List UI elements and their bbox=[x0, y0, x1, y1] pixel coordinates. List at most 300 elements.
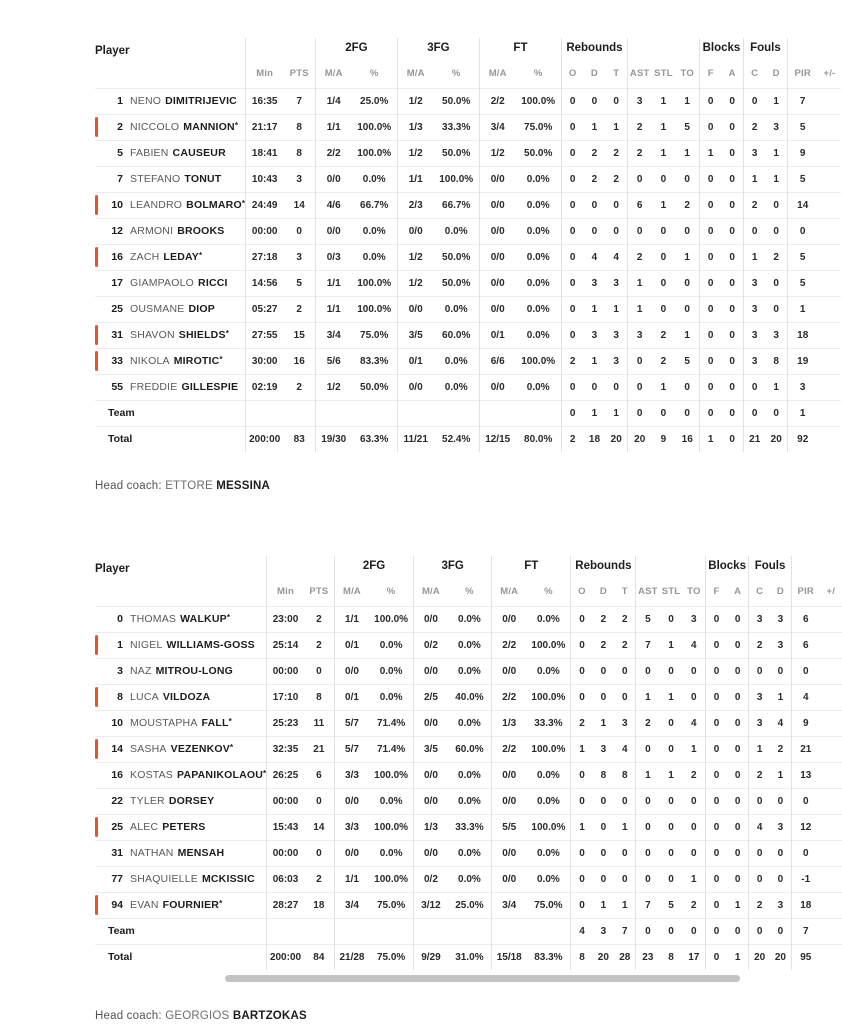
stat-cell: 0/0 bbox=[492, 788, 527, 814]
stat-cell: 11 bbox=[313, 717, 325, 729]
column-group-header bbox=[791, 556, 842, 576]
stat-cell bbox=[334, 918, 369, 944]
stat-cell: 0/0 bbox=[492, 606, 527, 632]
starter-star: * bbox=[199, 251, 203, 260]
stat-cell: 3 bbox=[749, 606, 770, 632]
stat-cell: 7 bbox=[787, 88, 817, 114]
stat-cell: 0 bbox=[699, 296, 721, 322]
stat-cell: 0 bbox=[743, 400, 765, 426]
stat-cell: 10:43 bbox=[245, 166, 283, 192]
stat-cell: 1 bbox=[613, 303, 619, 315]
stat-cell: 0 bbox=[729, 355, 735, 367]
stat-cell: 2 bbox=[749, 632, 770, 658]
stat-cell: 83.3% bbox=[534, 951, 563, 963]
player-first-name: ZACH bbox=[130, 251, 160, 263]
player-row bbox=[95, 866, 842, 892]
stat-cell-plusminus bbox=[817, 166, 841, 192]
player-row bbox=[95, 762, 842, 788]
stat-cell: 0/0 bbox=[479, 374, 515, 400]
stat-cell: 0 bbox=[705, 918, 727, 944]
stat-cell: 0 bbox=[734, 717, 741, 729]
player-cell bbox=[95, 736, 267, 762]
player-number: 16 bbox=[111, 251, 123, 263]
stat-cell: 0 bbox=[705, 736, 727, 762]
stat-cell: 2 bbox=[296, 303, 302, 315]
starter-star: * bbox=[228, 717, 232, 726]
stat-cell: 5 bbox=[684, 355, 690, 367]
stat-cell: 0 bbox=[734, 639, 741, 651]
stat-cell: 0 bbox=[621, 795, 628, 807]
stat-cell: 28:27 bbox=[267, 892, 304, 918]
stat-cell-plusminus bbox=[820, 944, 842, 970]
column-header: % bbox=[533, 67, 543, 79]
stat-cell: 100.0% bbox=[531, 639, 566, 651]
stat-cell: 0.0% bbox=[458, 639, 481, 651]
stat-cell: 0.0% bbox=[526, 225, 550, 237]
stat-cell: 50.0% bbox=[524, 147, 553, 159]
stat-cell: 0 bbox=[729, 173, 735, 185]
stat-cell: 1 bbox=[773, 381, 779, 393]
stat-cell: 75.0% bbox=[524, 121, 553, 133]
total-row-label: Total bbox=[108, 433, 133, 446]
column-header: Min bbox=[267, 576, 304, 606]
stat-cell: 5 bbox=[787, 270, 817, 296]
player-row bbox=[95, 892, 842, 918]
stat-cell: 75.0% bbox=[360, 329, 389, 341]
stat-cell: 1/3 bbox=[397, 114, 433, 140]
stat-cell: 2 bbox=[691, 899, 697, 911]
stat-cell: 31.0% bbox=[455, 951, 484, 963]
player-cell bbox=[95, 762, 267, 788]
stat-cell: 0 bbox=[705, 788, 727, 814]
stat-cell: 3 bbox=[777, 821, 784, 833]
player-first-name: NATHAN bbox=[130, 847, 174, 859]
box-score-table bbox=[95, 556, 842, 970]
column-header: A bbox=[734, 585, 742, 597]
stat-cell: 0 bbox=[636, 814, 660, 840]
stat-cell: 0/0 bbox=[397, 218, 433, 244]
player-number: 10 bbox=[111, 717, 123, 729]
player-number: 3 bbox=[117, 665, 123, 677]
stat-cell: 0 bbox=[684, 173, 690, 185]
stat-cell: 2 bbox=[627, 244, 651, 270]
stat-cell: 0 bbox=[561, 192, 583, 218]
stat-cell: 0 bbox=[668, 873, 674, 885]
stat-cell: 0.0% bbox=[526, 329, 550, 341]
stat-cell: 0/0 bbox=[479, 192, 515, 218]
stat-cell: 0 bbox=[571, 658, 593, 684]
stat-cell: 4 bbox=[621, 743, 628, 755]
stat-cell: 0 bbox=[561, 166, 583, 192]
stat-cell: 3/3 bbox=[334, 762, 369, 788]
stat-cell: 1 bbox=[621, 899, 628, 911]
player-first-name: LUCA bbox=[130, 691, 159, 703]
stat-cell-plusminus bbox=[817, 88, 841, 114]
player-cell bbox=[95, 140, 245, 166]
player-number: 94 bbox=[111, 899, 123, 911]
stat-cell bbox=[414, 918, 448, 944]
stat-cell: 0 bbox=[636, 658, 660, 684]
column-header: D bbox=[590, 67, 598, 79]
player-number: 77 bbox=[111, 873, 123, 885]
stat-cell: 3 bbox=[613, 329, 619, 341]
stat-cell: 2 bbox=[660, 355, 667, 367]
stat-cell: 14 bbox=[293, 199, 305, 211]
stat-cell: 0 bbox=[699, 192, 721, 218]
stat-cell: 0 bbox=[777, 665, 784, 677]
stat-cell: 0.0% bbox=[536, 873, 560, 885]
stat-cell: 0 bbox=[591, 199, 598, 211]
stat-cell: 3 bbox=[591, 277, 598, 289]
stat-cell: 0.0% bbox=[526, 199, 550, 211]
stat-cell: 0/0 bbox=[479, 270, 515, 296]
stat-cell: 3 bbox=[627, 322, 651, 348]
stat-cell: 0 bbox=[600, 847, 607, 859]
stat-cell: 1 bbox=[613, 407, 619, 419]
stat-cell: 71.4% bbox=[376, 717, 406, 729]
player-row bbox=[95, 840, 842, 866]
player-last-name: PAPANIKOLAOU bbox=[177, 769, 264, 781]
stat-cell bbox=[397, 400, 433, 426]
stat-cell: 13 bbox=[791, 762, 819, 788]
stat-cell: 100.0% bbox=[531, 691, 566, 703]
player-row bbox=[95, 166, 841, 192]
stat-cell: 4 bbox=[613, 251, 619, 263]
column-group-header bbox=[627, 38, 699, 58]
stat-cell: 0 bbox=[743, 218, 765, 244]
stat-cell bbox=[448, 918, 492, 944]
stat-cell: 21 bbox=[313, 743, 325, 755]
stat-cell: 0/0 bbox=[479, 166, 515, 192]
stat-cell: 50.0% bbox=[360, 381, 389, 393]
stat-cell: 0 bbox=[627, 218, 651, 244]
player-column-header: Player bbox=[95, 44, 130, 57]
column-header: M/A bbox=[492, 576, 527, 606]
stat-cell bbox=[351, 400, 397, 426]
stat-cell: 2 bbox=[749, 762, 770, 788]
stat-cell: 0.0% bbox=[526, 303, 550, 315]
stat-cell: 0.0% bbox=[458, 847, 481, 859]
stat-cell: 24:49 bbox=[245, 192, 283, 218]
stat-cell: 0 bbox=[561, 270, 583, 296]
stat-cell: 3 bbox=[296, 251, 302, 263]
stat-cell: 1 bbox=[743, 166, 765, 192]
stat-cell: 20 bbox=[774, 951, 786, 963]
player-last-name: GILLESPIE bbox=[181, 381, 239, 393]
stat-cell: 6 bbox=[791, 606, 819, 632]
stat-cell: 0 bbox=[571, 788, 593, 814]
stat-cell: 8 bbox=[316, 691, 322, 703]
stat-cell: 3 bbox=[777, 639, 784, 651]
stat-cell: 0 bbox=[296, 225, 302, 237]
column-header: O bbox=[571, 576, 593, 606]
on-court-bar bbox=[95, 195, 98, 215]
column-group-header: Rebounds bbox=[561, 38, 627, 58]
stat-cell: 3/12 bbox=[414, 892, 448, 918]
stat-cell: 1 bbox=[660, 121, 667, 133]
stat-cell: 1 bbox=[699, 426, 721, 452]
player-cell bbox=[95, 114, 245, 140]
on-court-bar bbox=[95, 687, 98, 707]
player-cell bbox=[95, 710, 267, 736]
stat-cell: 0 bbox=[660, 407, 667, 419]
player-row bbox=[95, 322, 841, 348]
stat-cell: 0 bbox=[699, 166, 721, 192]
stat-cell: 0.0% bbox=[362, 251, 386, 263]
stat-cell: 0 bbox=[561, 374, 583, 400]
column-group-header: Rebounds bbox=[571, 556, 636, 576]
stat-cell: 05:27 bbox=[245, 296, 283, 322]
stat-cell: 0 bbox=[660, 277, 667, 289]
stat-cell: 23:00 bbox=[267, 606, 304, 632]
stat-cell: 3/4 bbox=[479, 114, 515, 140]
stat-cell: 00:00 bbox=[245, 218, 283, 244]
stat-cell: 4 bbox=[749, 814, 770, 840]
stat-cell: 2/2 bbox=[492, 632, 527, 658]
stat-cell: 5 bbox=[668, 899, 674, 911]
stat-cell: 100.0% bbox=[439, 173, 474, 185]
stat-cell: 0/1 bbox=[334, 632, 369, 658]
coach-first-name: GEORGIOS bbox=[165, 1010, 230, 1022]
stat-cell: 1/1 bbox=[397, 166, 433, 192]
stat-cell: 2 bbox=[691, 769, 697, 781]
column-header: TO bbox=[687, 585, 701, 597]
stat-cell: 0 bbox=[729, 121, 735, 133]
stat-cell bbox=[526, 918, 571, 944]
player-row bbox=[95, 296, 841, 322]
stat-cell: 0 bbox=[600, 821, 607, 833]
player-cell bbox=[95, 840, 267, 866]
stat-cell: 14 bbox=[313, 821, 325, 833]
stat-cell: 5 bbox=[787, 244, 817, 270]
player-last-name: PETERS bbox=[162, 821, 206, 833]
stat-cell: 0 bbox=[705, 814, 727, 840]
stat-cell: 0.0% bbox=[458, 717, 481, 729]
stat-cell: 1 bbox=[684, 147, 690, 159]
stat-cell: 1/2 bbox=[315, 374, 351, 400]
stat-cell: 0 bbox=[729, 95, 735, 107]
stat-cell: 4 bbox=[691, 717, 697, 729]
player-row bbox=[95, 788, 842, 814]
stat-cell: 0 bbox=[561, 218, 583, 244]
stat-cell: 0 bbox=[734, 821, 741, 833]
stat-cell: 0 bbox=[699, 244, 721, 270]
player-cell bbox=[95, 788, 267, 814]
stat-cell: 0 bbox=[627, 374, 651, 400]
column-header: STL bbox=[661, 585, 681, 597]
player-cell bbox=[95, 684, 267, 710]
stat-cell: 0 bbox=[591, 225, 598, 237]
stat-cell: 8 bbox=[600, 769, 607, 781]
column-group-header: 3FG bbox=[397, 38, 479, 58]
stat-cell: 1/2 bbox=[397, 88, 433, 114]
stat-cell: 00:00 bbox=[267, 788, 304, 814]
stat-cell: 0 bbox=[773, 303, 779, 315]
horizontal-scrollbar[interactable] bbox=[225, 975, 740, 982]
stat-cell: 100.0% bbox=[521, 95, 556, 107]
stat-cell: 3 bbox=[743, 322, 765, 348]
stat-cell: 3 bbox=[627, 88, 651, 114]
stat-cell: 9/29 bbox=[414, 944, 448, 970]
stat-cell: 1 bbox=[668, 691, 674, 703]
stat-cell: 25.0% bbox=[360, 95, 389, 107]
stat-cell: 50.0% bbox=[442, 147, 471, 159]
stat-cell: 0/0 bbox=[414, 840, 448, 866]
stat-cell: 0/1 bbox=[334, 684, 369, 710]
stat-cell: 0/0 bbox=[334, 788, 369, 814]
stat-cell: 2 bbox=[743, 192, 765, 218]
stat-cell: 18 bbox=[787, 322, 817, 348]
column-group-header: FT bbox=[492, 556, 571, 576]
player-number: 16 bbox=[111, 769, 123, 781]
player-cell bbox=[95, 270, 245, 296]
stat-cell: 0 bbox=[684, 303, 690, 315]
stat-cell: 3/5 bbox=[397, 322, 433, 348]
stat-cell: 3 bbox=[743, 296, 765, 322]
player-row bbox=[95, 140, 841, 166]
stat-cell: 2 bbox=[777, 743, 784, 755]
stat-cell: 1 bbox=[749, 736, 770, 762]
stat-cell: 3 bbox=[749, 710, 770, 736]
stat-cell: 0.0% bbox=[362, 173, 386, 185]
stat-cell: 100.0% bbox=[521, 355, 556, 367]
stat-cell: 1 bbox=[787, 400, 817, 426]
stat-cell: 0 bbox=[668, 613, 674, 625]
stat-cell: 0.0% bbox=[444, 303, 468, 315]
stat-cell: 2/2 bbox=[492, 736, 527, 762]
column-header: M/A bbox=[397, 58, 433, 88]
stat-cell bbox=[492, 918, 527, 944]
stat-cell: 7 bbox=[791, 918, 819, 944]
stat-cell: 100.0% bbox=[374, 613, 409, 625]
stat-cell-plusminus bbox=[820, 840, 842, 866]
coach-last-name: BARTZOKAS bbox=[232, 1010, 307, 1022]
team-row bbox=[95, 400, 841, 426]
starter-star: * bbox=[226, 613, 230, 622]
stat-cell: 1 bbox=[621, 821, 628, 833]
stat-cell: 1 bbox=[668, 639, 674, 651]
player-first-name: NAZ bbox=[130, 665, 152, 677]
stat-cell: 0 bbox=[729, 199, 735, 211]
stat-cell: 0 bbox=[316, 795, 322, 807]
stat-cell: 0 bbox=[571, 632, 593, 658]
stat-cell: 0.0% bbox=[526, 277, 550, 289]
player-number: 1 bbox=[117, 639, 123, 651]
stat-cell: 0.0% bbox=[379, 795, 403, 807]
stat-cell: 28 bbox=[619, 951, 631, 963]
stat-cell: 2 bbox=[316, 639, 322, 651]
stat-cell bbox=[245, 400, 283, 426]
stat-cell: 0 bbox=[734, 847, 741, 859]
stat-cell: 3 bbox=[691, 613, 697, 625]
stat-cell: 5 bbox=[296, 277, 302, 289]
stat-cell: 1 bbox=[591, 407, 598, 419]
stat-cell: 3/3 bbox=[334, 814, 369, 840]
stat-cell: 0.0% bbox=[458, 665, 481, 677]
stat-cell-plusminus bbox=[820, 788, 842, 814]
player-number: 33 bbox=[111, 355, 123, 367]
stat-cell: 100.0% bbox=[531, 743, 566, 755]
stat-cell: 0.0% bbox=[526, 381, 550, 393]
on-court-bar bbox=[95, 739, 98, 759]
column-header: M/A bbox=[334, 576, 369, 606]
stat-cell: 0.0% bbox=[458, 873, 481, 885]
stat-cell: 0 bbox=[668, 821, 674, 833]
stat-cell: 0/0 bbox=[479, 296, 515, 322]
column-group-header bbox=[636, 556, 706, 576]
stat-cell: 100.0% bbox=[357, 277, 392, 289]
stat-cell: 0.0% bbox=[536, 769, 560, 781]
stat-cell: 00:00 bbox=[267, 840, 304, 866]
player-last-name: CAUSEUR bbox=[172, 147, 226, 159]
stat-cell: 1 bbox=[627, 296, 651, 322]
stat-cell: 0 bbox=[571, 606, 593, 632]
stat-cell: 1 bbox=[773, 95, 779, 107]
stat-cell: 1/1 bbox=[315, 114, 351, 140]
player-number: 1 bbox=[117, 95, 123, 107]
on-court-bar bbox=[95, 325, 98, 345]
starter-star: * bbox=[234, 121, 238, 130]
player-last-name: SHIELDS bbox=[178, 329, 226, 341]
stat-cell: 0 bbox=[743, 88, 765, 114]
stat-cell: 1 bbox=[684, 329, 690, 341]
stat-cell: 0 bbox=[705, 944, 727, 970]
stat-cell: 2 bbox=[684, 199, 690, 211]
stat-cell: 1/1 bbox=[334, 866, 369, 892]
stat-cell: 0 bbox=[613, 381, 619, 393]
stat-cell: 1 bbox=[734, 899, 741, 911]
stat-cell: 1/1 bbox=[334, 606, 369, 632]
stat-cell: 0 bbox=[316, 847, 322, 859]
stat-cell: 2 bbox=[561, 426, 583, 452]
stat-cell: 0/0 bbox=[414, 658, 448, 684]
player-row bbox=[95, 270, 841, 296]
column-header: T bbox=[613, 67, 620, 79]
stat-cell: 6 bbox=[316, 769, 322, 781]
player-number: 31 bbox=[111, 329, 123, 341]
stat-cell: 18:41 bbox=[245, 140, 283, 166]
player-row bbox=[95, 632, 842, 658]
starter-star: * bbox=[229, 743, 234, 752]
stat-cell: 30:00 bbox=[245, 348, 283, 374]
column-header: PTS bbox=[289, 67, 309, 79]
stat-cell: 0.0% bbox=[379, 665, 403, 677]
stat-cell: 2 bbox=[749, 892, 770, 918]
stat-cell: 2/3 bbox=[397, 192, 433, 218]
stat-cell: 75.0% bbox=[534, 899, 563, 911]
stat-cell: 0 bbox=[729, 147, 735, 159]
stat-cell: 0.0% bbox=[458, 613, 481, 625]
stat-cell: 0 bbox=[684, 225, 690, 237]
stat-cell: 0/1 bbox=[479, 322, 515, 348]
player-first-name: ARMONI bbox=[130, 225, 174, 237]
stat-cell-plusminus bbox=[817, 348, 841, 374]
stat-cell: 3 bbox=[600, 925, 607, 937]
column-header: D bbox=[776, 585, 784, 597]
player-last-name: VEZENKOV bbox=[170, 743, 230, 755]
stat-cell: 75.0% bbox=[376, 899, 406, 911]
stat-cell: 0 bbox=[613, 95, 619, 107]
stat-cell: 1/4 bbox=[315, 88, 351, 114]
stat-cell: 0.0% bbox=[379, 847, 403, 859]
on-court-bar bbox=[95, 817, 98, 837]
stat-cell-plusminus bbox=[817, 114, 841, 140]
player-cell bbox=[95, 166, 245, 192]
stat-cell: 0 bbox=[600, 691, 607, 703]
column-header: % bbox=[544, 585, 553, 597]
column-group-header bbox=[267, 556, 335, 576]
stat-cell: 1 bbox=[684, 95, 690, 107]
